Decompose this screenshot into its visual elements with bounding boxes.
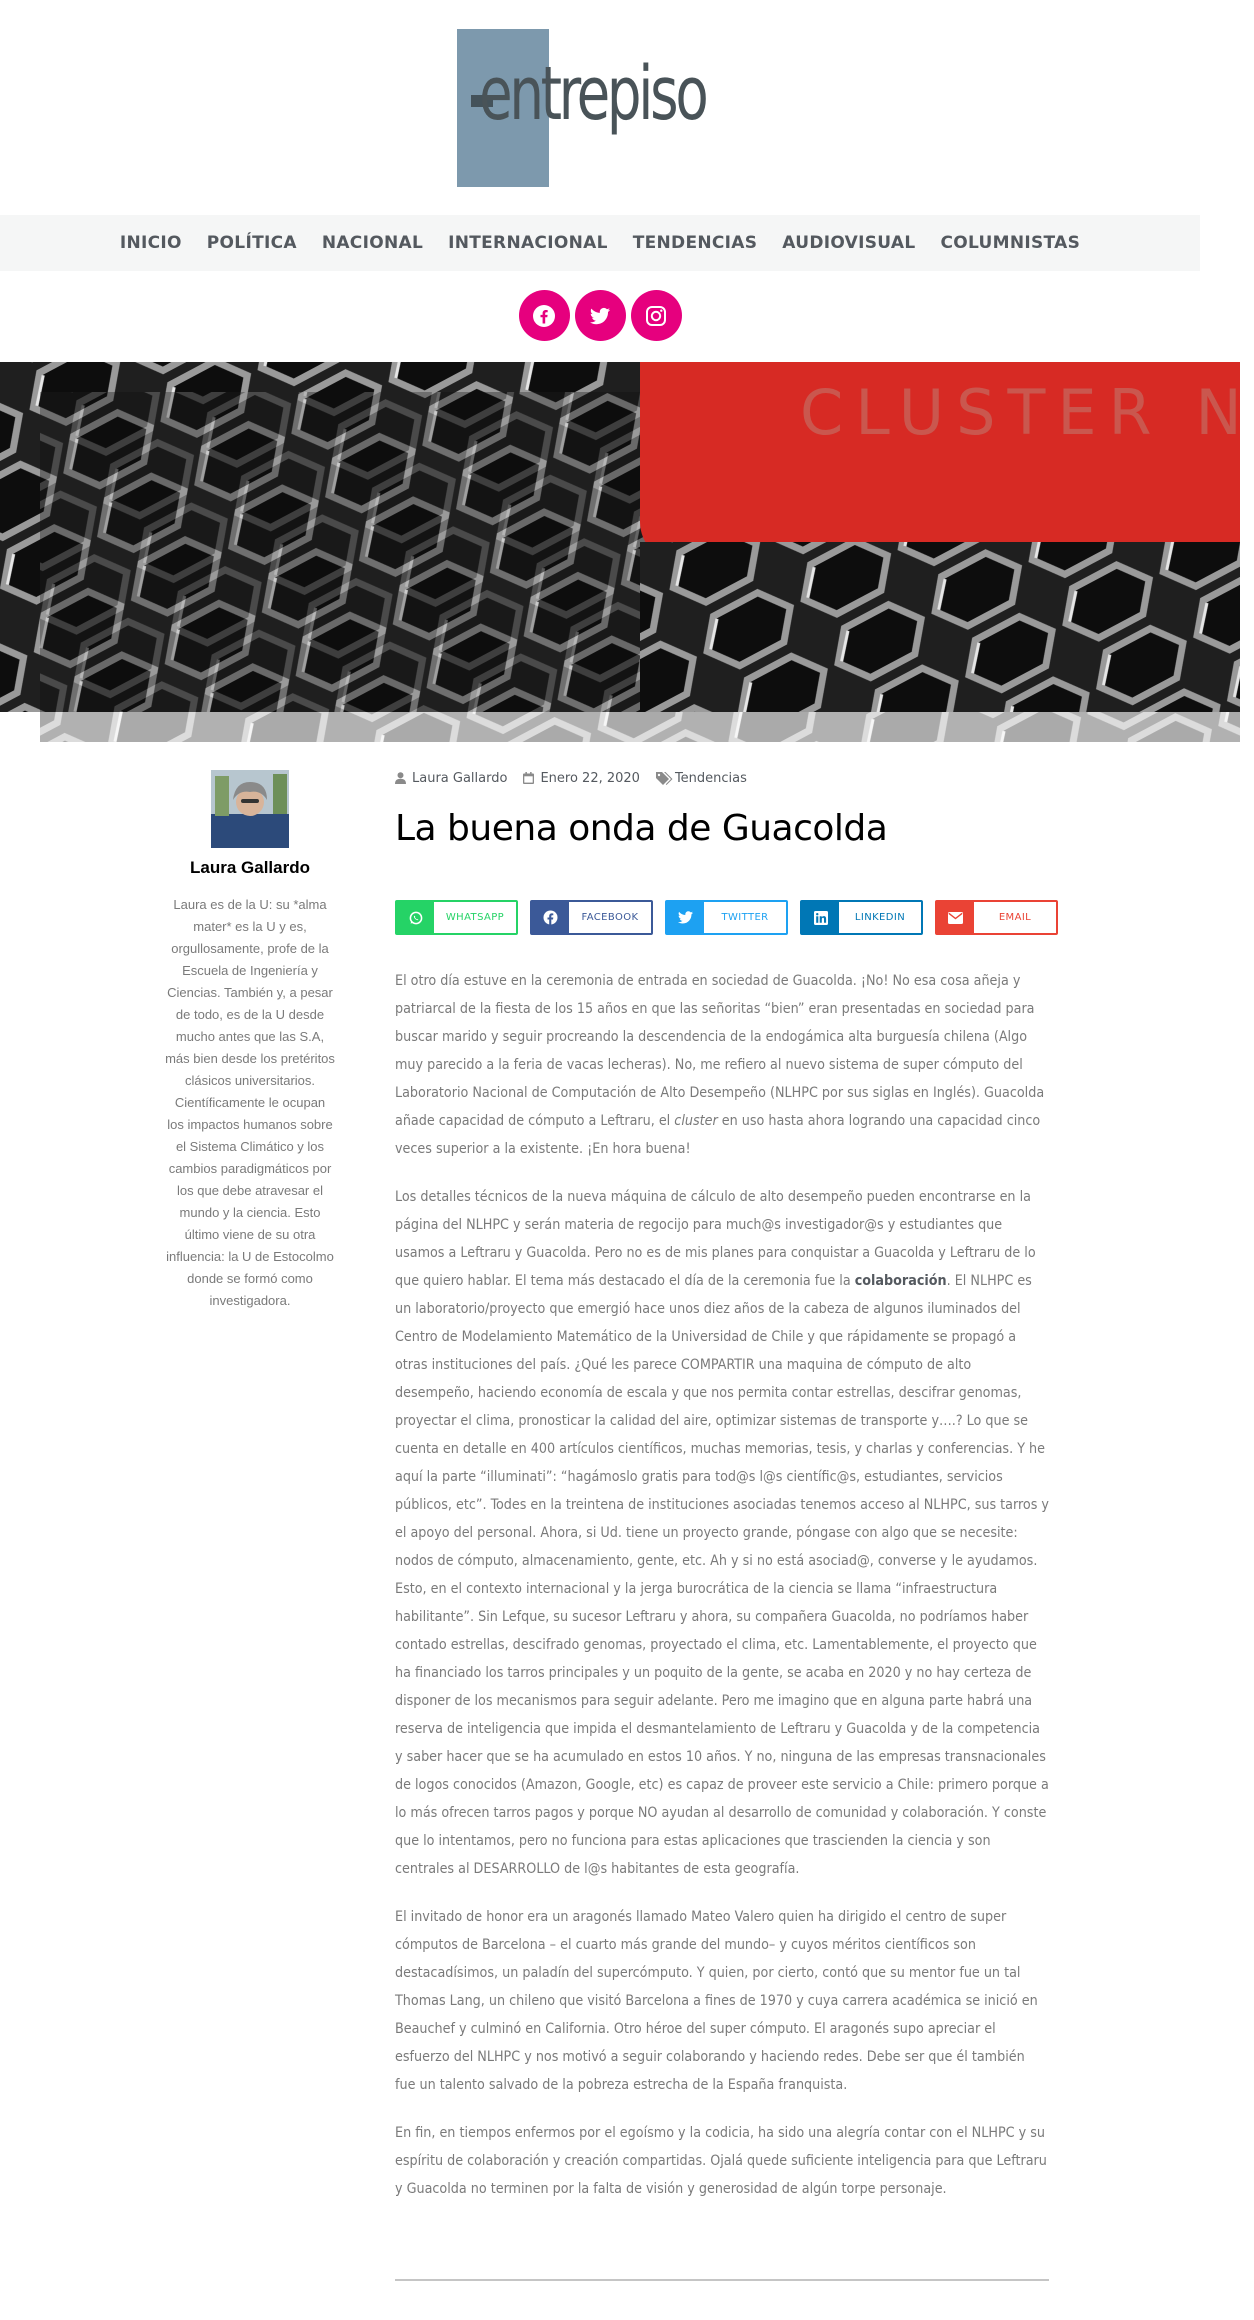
share-linkedin-label: LINKEDIN (854, 912, 906, 923)
hero-lower-grille (640, 542, 1240, 712)
author-name[interactable]: Laura Gallardo (190, 858, 310, 877)
share-twitter-label: TWITTER (721, 912, 769, 923)
article (395, 768, 1049, 2223)
paragraph-strong: colaboración (854, 1273, 947, 1289)
logo-text: entrepiso (479, 51, 706, 137)
paragraph (395, 1183, 1049, 1883)
facebook-button[interactable] (519, 290, 570, 341)
facebook-icon (532, 304, 556, 328)
nav-item-tendencias[interactable]: TENDENCIAS (632, 233, 758, 253)
nav-item-inicio[interactable]: INICIO (119, 233, 182, 253)
user-icon (395, 772, 406, 784)
post-content (395, 967, 1049, 2203)
linkedin-icon (814, 911, 828, 925)
twitter-icon (678, 911, 693, 924)
paragraph-text: Los detalles técnicos de la nueva máquina de cálculo de alto desempeño pueden encontrarse en la página del NLHPC y serán materia de regocijo para much@s investigador@s y estudiantes que usamos a Leftraru y Guacolda. Pero no es de mis planes para conquistar a Guacolda y Leftraru de lo que quiero hablar. El tema más destacado el día de la ceremonia fue la (395, 1189, 1036, 1289)
main-nav (0, 215, 1200, 271)
author-avatar[interactable] (211, 770, 289, 848)
paragraph: El invitado de honor era un aragonés llamado Mateo Valero quien ha dirigido el centro de super cómputos de Barcelona – el cuarto más grande del mundo– y cuyos méritos científicos son destacadísimos, un paladín del supercómputo. Y quien, por cierto, contó que su mentor fue un tal Thomas Lang, un chileno que visitó Barcelona a fines de 1970 y cuya carrera académica se inició en Beauchef y culminó en California. Otro héroe del super cómputo. El aragonés supo apreciar el esfuerzo del NLHPC y nos motivó a seguir colaborando y haciendo redes. Debe ser que él también fue un talento salvado de la pobreza estrecha de la España franquista. (395, 1909, 1038, 2093)
paragraph-text: El otro día estuve en la ceremonia de entrada en sociedad de Guacolda. ¡No! No esa cosa añeja y patriarcal de la fiesta de los 15 años en que las señoritas “bien” eran presentadas en sociedad para buscar marido y seguir procreando la descendencia de la endogámica alta burguesía chilena (Algo muy parecido a la feria de vacas lecheras). No, me refiero al nuevo sistema de super cómputo del Laboratorio Nacional de Computación de Alto Desempeño (NLHPC por sus siglas en Inglés). Guacolda añade capacidad de cómputo a Leftraru, el (395, 973, 1045, 1129)
share-facebook-label: FACEBOOK (581, 912, 639, 923)
nav-item-nacional[interactable]: NACIONAL (321, 233, 424, 253)
nav-item-audiovisual[interactable]: AUDIOVISUAL (782, 233, 916, 253)
share-twitter-button[interactable] (665, 900, 788, 935)
hero-overlay-text: CLUSTER N (800, 376, 1254, 449)
meta-author[interactable] (395, 771, 507, 786)
paragraph: En fin, en tiempos enfermos por el egoísmo y la codicia, ha sido una alegría contar con el NLHPC y su espíritu de colaboración y creación compartidas. Ojalá quede suficiente inteligencia para que Leftraru y Guacolda no terminen por la falta de visión y generosidad de algún torpe personaje. (395, 2125, 1047, 2197)
paragraph-text: en uso hasta ahora logrando una capacidad cinco veces superior a la existente. ¡En hora buena! (395, 1113, 1041, 1157)
social-links (0, 290, 1200, 342)
share-whatsapp-label: WHATSAPP (445, 912, 505, 923)
nav-item-politica[interactable]: POLÍTICA (206, 233, 297, 253)
site-logo[interactable] (457, 29, 757, 187)
meta-category-label: Tendencias (674, 770, 747, 786)
email-icon-box (937, 902, 974, 933)
hero-image (0, 362, 1254, 712)
meta-author-label: Laura Gallardo (412, 770, 508, 786)
twitter-icon-box (667, 902, 704, 933)
facebook-icon (543, 910, 558, 925)
share-email-button[interactable] (935, 900, 1058, 935)
calendar-icon (523, 772, 534, 784)
meta-date-label: Enero 22, 2020 (540, 770, 640, 786)
meta-category[interactable] (656, 771, 747, 786)
linkedin-icon-box (802, 902, 839, 933)
whatsapp-icon (409, 911, 423, 925)
paragraph-text: . El NLHPC es un laboratorio/proyecto que emergió hace unos diez años de la cabeza de algunos iluminados del Centro de Modelamiento Matemático de la Universidad de Chile y que rápidamente se propagó a otras instituciones del país. ¿Qué les parece COMPARTIR una maquina de cómputo de alto desempeño, haciendo economía de escala y que nos permita contar estrellas, descifrar genomas, proyectar el clima, pronosticar la calidad del aire, optimizar sistemas de transporte y….? Lo que se cuenta en detalle en 400 artículos científicos, muchas memorias, tesis, y charlas y conferencias. Y he aquí la parte “illuminati”: “hagámoslo gratis para tod@s l@s científic@s, estudiantes, servicios públicos, etc”. Todes en la treintena de instituciones asociadas tenemos acceso al NLHPC, sus tarros y el apoyo del personal. Ahora, si Ud. tiene un proyecto grande, póngase con algo que se necesite: nodos de cómputo, almacenamiento, gente, etc. Ah y si no está asociad@, converse y le ayudamos. Esto, en el contexto internacional y la jerga burocrática de la ciencia se llama “infraestructura habilitante”. Sin Lefque, su sucesor Leftraru y ahora, su compañera Guacolda, no podríamos haber contado estrellas, descifrado genomas, proyectado el clima, etc. Lamentablemente, el proyecto que ha financiado los tarros principales y un poquito de la gente, se acaba en 2020 y no hay certeza de disponer de los mecanismos para seguir adelante. Pero me imagino que en alguna parte habrá una reserva de inteligencia que impida el desmantelamiento de Leftraru y Guacolda y de la competencia y saber hacer que se ha acumulado en estos 10 años. Y no, ninguna de las empresas transnacionales de logos conocidos (Amazon, Google, etc) es capaz de proveer este servicio a Chile: primero porque a lo más ofrecen tarros pagos y porque NO ayudan al desarrollo de comunidad y colaboración. Y conste que lo intentamos, pero no funciona para estas aplicaciones que trascienden la ciencia y son centrales al DESARROLLO de l@s habitantes de esta geografía. (395, 1273, 1049, 1877)
paragraph (395, 967, 1049, 1163)
paragraph-emphasis: cluster (674, 1113, 718, 1129)
tags-icon (656, 772, 673, 785)
author-bio: Laura es de la U: su *alma mater* es la U y es, orgullosamente, profe de la Escuela de Ingeniería y Ciencias. También y, a pesar de todo, es de la U desde mucho antes que las S.A, más bien desde los pretéritos clásicos universitarios. Científicamente le ocupan los impactos humanos sobre el Sistema Climático y los cambios paradigmáticos por los que debe atravesar el mundo y la ciencia. Esto último viene de su otra influencia: la U de Estocolmo donde se formó como investigadora. (165, 897, 335, 1308)
article-divider (395, 2279, 1049, 2281)
twitter-button[interactable] (575, 290, 626, 341)
share-linkedin-button[interactable] (800, 900, 923, 935)
nav-item-internacional[interactable]: INTERNACIONAL (448, 233, 608, 253)
meta-date (523, 771, 640, 786)
facebook-icon-box (532, 902, 569, 933)
site-header (0, 0, 1200, 215)
post-title: La buena onda de Guacolda (395, 808, 888, 849)
envelope-icon (948, 912, 963, 924)
nav-item-columnistas[interactable]: COLUMNISTAS (940, 233, 1081, 253)
share-facebook-button[interactable] (530, 900, 653, 935)
post-meta (395, 768, 1049, 788)
share-whatsapp-button[interactable] (395, 900, 518, 935)
author-box (165, 770, 335, 1312)
instagram-button[interactable] (631, 290, 682, 341)
whatsapp-icon-box (397, 902, 434, 933)
share-email-label: EMAIL (998, 912, 1032, 923)
instagram-icon (644, 304, 668, 328)
twitter-icon (588, 304, 612, 328)
share-buttons (395, 900, 1049, 935)
